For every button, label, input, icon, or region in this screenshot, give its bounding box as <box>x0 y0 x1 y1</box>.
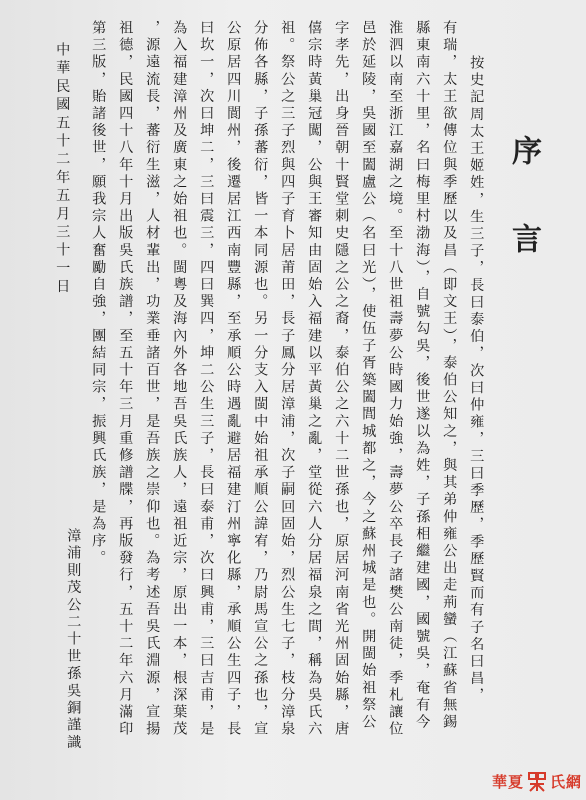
text-column-9: 分佈各縣，子孫蕃衍，皆一本同源也。另一分支入閩中始祖承順公諱宥，乃尉馬宣公之孫也，宣 <box>252 20 269 739</box>
text-column-7: 僖宗時黃巢冠闖，公與王審知由固始入福建以平黃巢之亂，堂從六人分居福泉之間，稱為吳氏六 <box>306 20 323 739</box>
text-column-1: 按史記周太王姬姓，生三子，長曰泰伯，次曰仲雍，三曰季歷，季歷賢而有子名曰昌， <box>468 55 485 705</box>
text-column-2: 有瑞，太王欲傳位與季歷以及昌（即文王），泰伯公知之，與其弟仲雍公出走荊蠻（江蘇省無錫 <box>441 20 458 732</box>
watermark-text-left: 華夏 <box>491 772 524 791</box>
text-column-14: 祖德，民國四十八年十月出版吳氏族譜，至五十年三月重修譜牒，再版發行，五十二年六月滿印 <box>117 20 134 739</box>
text-column-15: 第三版，貽諸後世，願我宗人奮勵自強，團結同宗，振興氏族，是為序。 <box>90 20 107 568</box>
signature-line: 漳浦則茂公二十世孫吳銅謹識 <box>65 528 82 752</box>
clan-logo-icon <box>526 770 548 792</box>
text-column-4: 淮泗以南至浙江嘉湖之境。至十八世祖壽夢公時國力始強，壽夢公卒長子諸樊公南徒，季札讓位 <box>387 20 404 739</box>
text-column-10: 公原居四川閬州，後遷居江西南豐縣，至承順公時遇亂避居福建汀州寧化縣，承順公生四子，長 <box>225 20 242 739</box>
page-title: 序言 <box>506 135 541 311</box>
date-line: 中華民國五十二年五月三十一日 <box>54 42 71 297</box>
watermark-text-right: 氏網 <box>549 772 582 791</box>
text-column-8: 祖。祭公之三子烈與四子育卜居莆田，長子鳳分居漳浦，次子嗣回固始，烈公生七子，枝分漳泉 <box>279 20 296 739</box>
text-column-12: 為入福建漳州及廣東之始祖也。閩粵及海內外各地吾吳氏族人，遠祖近宗，原出一本，根深葉茂 <box>171 20 188 739</box>
text-column-6: 字孝先，出身晉朝十賢堂刺史隱之公之裔，泰伯公之六十二世孫也，原居河南省光州固始縣，唐 <box>333 20 350 739</box>
text-column-11: 曰坎一，次曰坤二，三曰震三，四曰巽四，坤二公生三子，長曰泰甫，次曰興甫，三曰吉甫，是 <box>198 20 215 739</box>
text-column-13: ，源遠流長，蕃衍生滋，人材輩出，功業垂諸百世，是吾族之崇仰也。為考述吾吳氏淵源，宣揚 <box>144 20 161 739</box>
text-column-3: 縣東南六十里，名曰梅里村渤海），自號勾吳，後世遂以為姓，子孫相繼建國，國號吳，奄有今 <box>414 20 431 732</box>
text-column-5: 邑於延陵，吳國至闔盧公（名曰光），使伍子胥築闔閭城都之，今之蘇州城是也。開閩始祖祭公 <box>360 20 377 732</box>
site-watermark <box>492 770 582 792</box>
